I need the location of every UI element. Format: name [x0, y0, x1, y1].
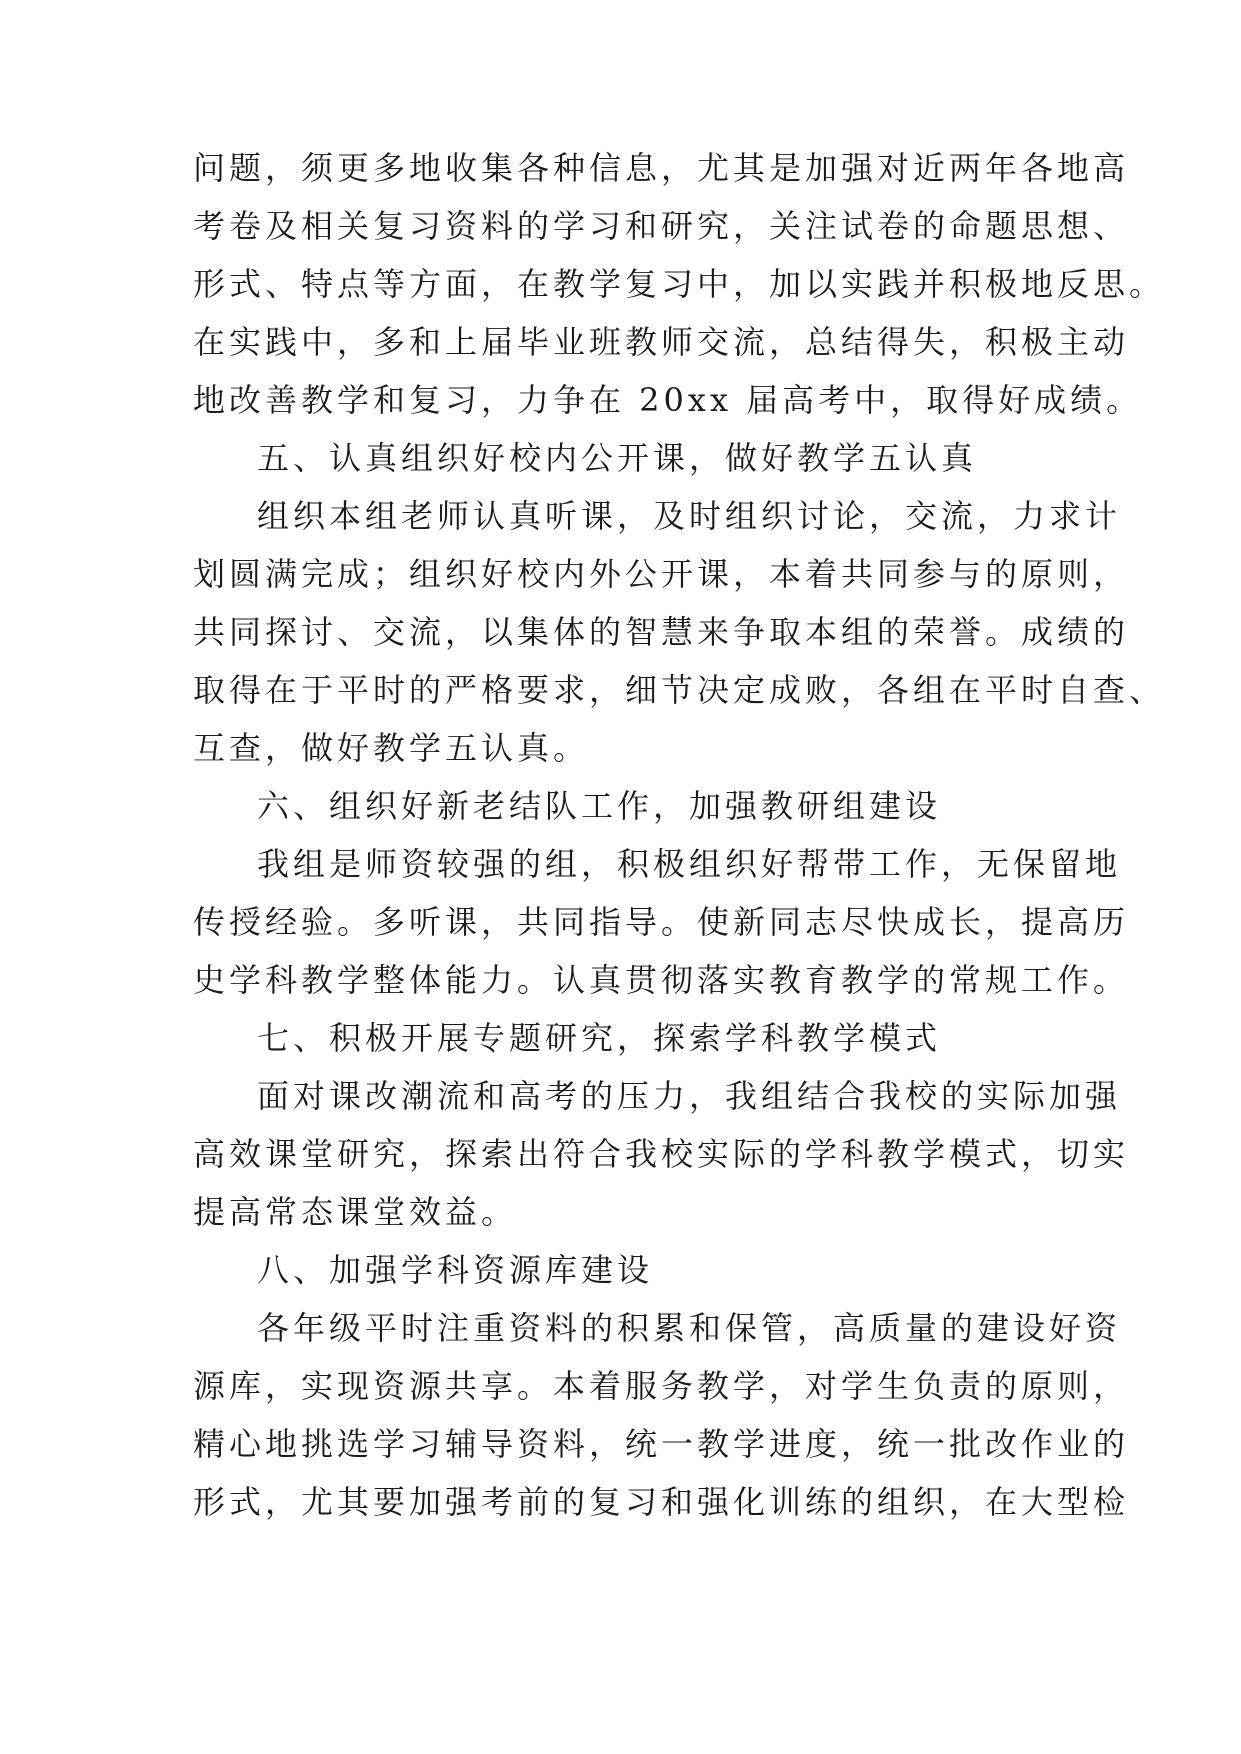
- body-line: 问题，须更多地收集各种信息，尤其是加强对近两年各地高: [193, 149, 1130, 187]
- body-line: 我组是师资较强的组，积极组织好帮带工作，无保留地: [257, 845, 1122, 883]
- body-line: 形式，尤其要加强考前的复习和强化训练的组织，在大型检: [193, 1483, 1130, 1521]
- section-heading-5: 五、认真组织好校内公开课，做好教学五认真: [257, 439, 978, 477]
- body-line: 组织本组老师认真听课，及时组织讨论，交流，力求计: [257, 497, 1122, 535]
- body-line: 史学科教学整体能力。认真贯彻落实教育教学的常规工作。: [193, 961, 1130, 999]
- body-line: 在实践中，多和上届毕业班教师交流，总结得失，积极主动: [193, 323, 1130, 361]
- section-heading-6: 六、组织好新老结队工作，加强教研组建设: [257, 787, 942, 825]
- body-line: 地改善教学和复习，力争在 20xx 届高考中，取得好成绩。: [193, 381, 1143, 419]
- body-line: 高效课堂研究，探索出符合我校实际的学科教学模式，切实: [193, 1135, 1130, 1173]
- section-heading-8: 八、加强学科资源库建设: [257, 1251, 654, 1289]
- body-line: 源库，实现资源共享。本着服务教学，对学生负责的原则，: [193, 1367, 1130, 1405]
- body-line: 面对课改潮流和高考的压力，我组结合我校的实际加强: [257, 1077, 1122, 1115]
- body-line: 各年级平时注重资料的积累和保管，高质量的建设好资: [257, 1309, 1122, 1347]
- body-line: 精心地挑选学习辅导资料，统一教学进度，统一批改作业的: [193, 1425, 1130, 1463]
- body-line: 考卷及相关复习资料的学习和研究，关注试卷的命题思想、: [193, 207, 1130, 245]
- body-line: 提高常态课堂效益。: [193, 1193, 518, 1231]
- body-line: 划圆满完成；组织好校内外公开课，本着共同参与的原则，: [193, 555, 1130, 593]
- body-line: 共同探讨、交流，以集体的智慧来争取本组的荣誉。成绩的: [193, 613, 1130, 651]
- body-line: 传授经验。多听课，共同指导。使新同志尽快成长，提高历: [193, 903, 1130, 941]
- body-line: 形式、特点等方面，在教学复习中，加以实践并积极地反思。: [193, 265, 1166, 303]
- body-line: 取得在于平时的严格要求，细节决定成败，各组在平时自查、: [193, 671, 1166, 709]
- body-line: 互查，做好教学五认真。: [193, 729, 590, 767]
- section-heading-7: 七、积极开展专题研究，探索学科教学模式: [257, 1019, 942, 1057]
